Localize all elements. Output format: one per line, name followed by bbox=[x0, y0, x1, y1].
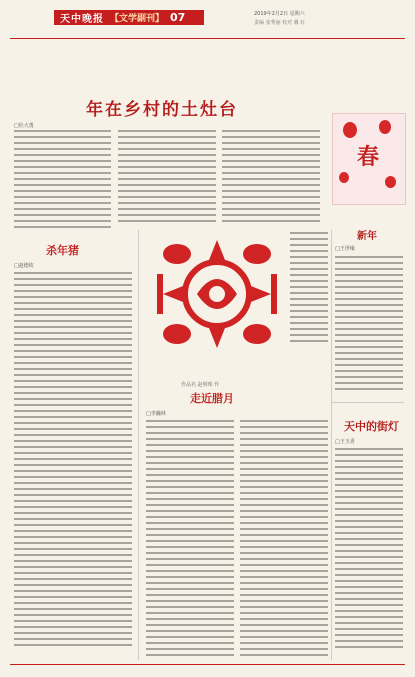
main-article-title: 年在乡村的土灶台 bbox=[86, 100, 238, 120]
main-article-byline: □杜大勇 bbox=[14, 123, 34, 129]
masthead-banner bbox=[54, 10, 204, 25]
main-article-col-2 bbox=[118, 130, 216, 226]
lamps-article-col-1 bbox=[146, 420, 234, 660]
masthead-rule bbox=[10, 38, 405, 39]
street-lamp-poem bbox=[335, 448, 403, 652]
papercut-svg bbox=[147, 230, 287, 358]
bottom-rule bbox=[10, 664, 405, 665]
editors-credit: 责编 张秀丽 校对 戴 红 bbox=[254, 20, 306, 26]
street-lamp-byline: □王玉香 bbox=[335, 439, 355, 445]
main-article-col-3 bbox=[222, 130, 320, 226]
pig-article-byline: □赵德钦 bbox=[14, 263, 34, 269]
new-year-poem bbox=[335, 256, 403, 394]
newspaper-logo: 天中晚报 bbox=[60, 14, 104, 25]
papercut-artwork bbox=[147, 230, 287, 358]
column-divider bbox=[138, 230, 139, 660]
sidebar-divider-vertical bbox=[331, 230, 332, 660]
new-year-byline: □王世缘 bbox=[335, 246, 355, 252]
new-year-title: 新年 bbox=[357, 231, 377, 242]
sidebar-divider bbox=[332, 402, 404, 403]
main-article-col-4 bbox=[290, 232, 328, 346]
section-name: 【文学副刊】 bbox=[110, 14, 165, 24]
pig-article-title: 杀年猪 bbox=[46, 244, 79, 257]
new-year-illustration: 春 bbox=[332, 113, 406, 205]
lamps-article-byline: □李瀚林 bbox=[146, 411, 166, 417]
artwork-caption: 作品名 赵明珠 作 bbox=[181, 382, 220, 388]
issue-date: 2019年2月2日 星期六 bbox=[254, 11, 305, 17]
masthead bbox=[0, 0, 415, 48]
street-lamp-title: 天中的街灯 bbox=[344, 420, 399, 433]
page-number: 07 bbox=[170, 11, 186, 24]
main-article-col-1 bbox=[14, 130, 111, 232]
lamps-article-title: 走近腊月 bbox=[190, 392, 234, 405]
lamps-article-col-2 bbox=[240, 420, 328, 660]
pig-article-body bbox=[14, 272, 132, 650]
